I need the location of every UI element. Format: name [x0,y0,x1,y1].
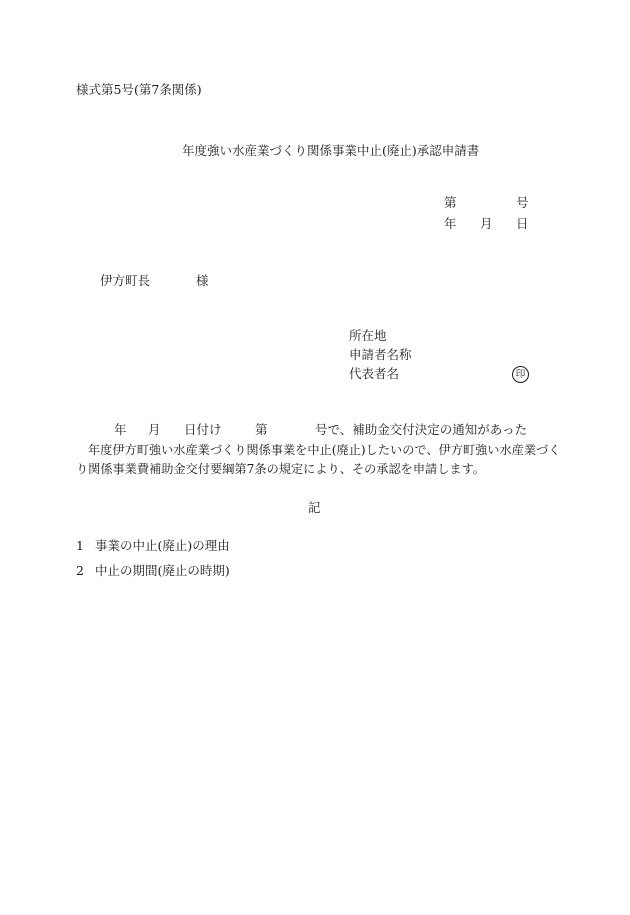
document-title: 年度強い水産業づくり関係事業中止(廃止)承認申請書 [182,143,480,158]
doc-number-go: 号 [516,195,529,210]
ki-heading: 記 [308,500,321,515]
body-year: 年 [114,422,127,437]
applicant-name-label: 申請者名称 [349,347,412,362]
applicant-rep-label: 代表者名 [349,366,400,381]
item-text: 中止の期間(廃止の時期) [95,563,230,578]
item-number: 1 [76,538,84,553]
seal-mark: 印 [512,366,529,383]
date-year: 年 [444,216,457,231]
item-number: 2 [76,563,84,578]
body-line3: り関係事業費補助金交付要綱第7条の規定により、その承認を申請します。 [76,462,485,476]
item-text: 事業の中止(廃止)の理由 [95,538,230,553]
addressee-name: 伊方町長 [100,273,151,288]
date-month: 月 [480,216,493,231]
date-day: 日 [516,216,529,231]
doc-number-dai: 第 [444,195,457,210]
body-dai: 第 [255,422,268,437]
form-number: 様式第5号(第7条関係) [76,82,202,97]
body-line1-rest: 号で、補助金交付決定の通知があった [315,422,528,437]
applicant-address-label: 所在地 [349,328,387,343]
body-line2: 年度伊方町強い水産業づくり関係事業を中止(廃止)したいので、伊方町強い水産業づく [88,443,561,457]
body-month: 月 [148,422,161,437]
addressee-honorific: 様 [196,273,209,288]
body-date-suffix: 日付け [184,422,222,437]
